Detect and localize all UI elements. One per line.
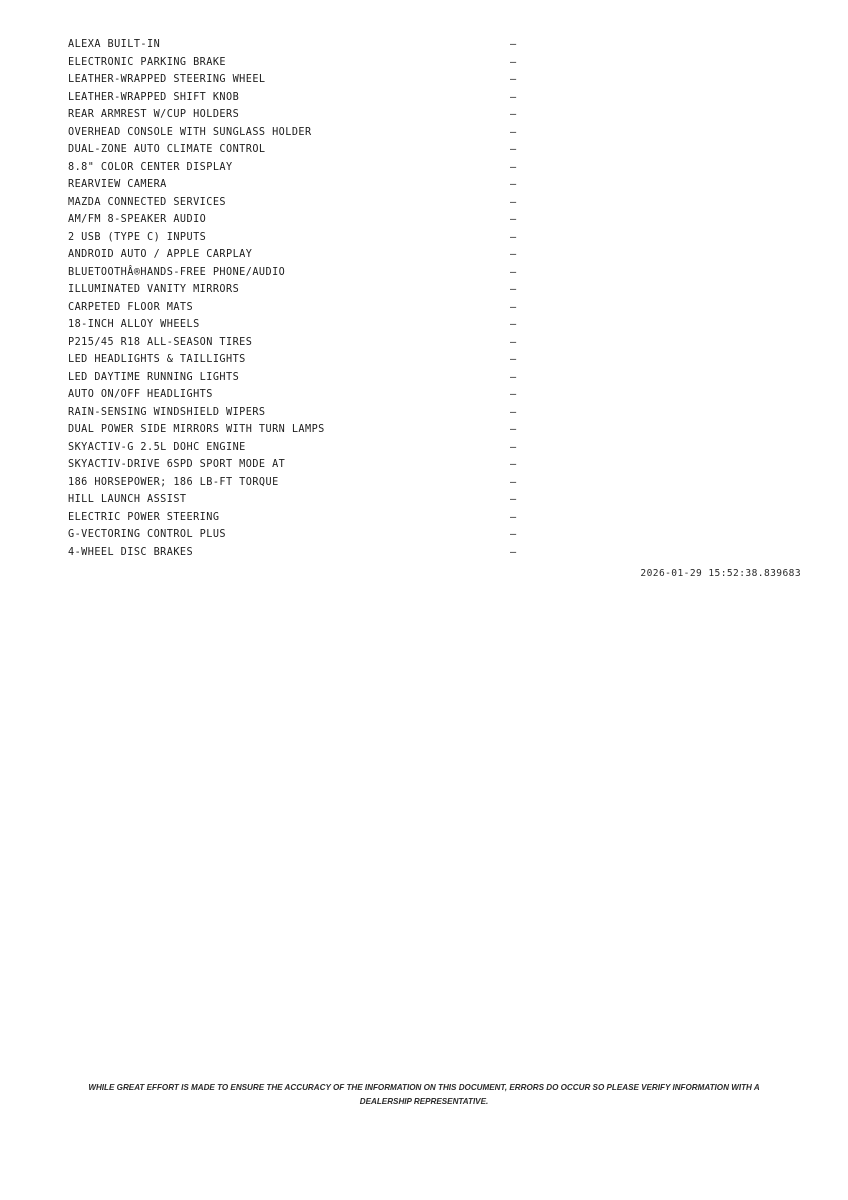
feature-value: — (510, 529, 517, 540)
feature-label: 186 HORSEPOWER; 186 LB-FT TORQUE (68, 476, 279, 488)
feature-value: — (510, 144, 517, 155)
feature-value: — (510, 284, 517, 295)
feature-row (68, 36, 780, 54)
feature-row (68, 54, 780, 72)
feature-row (68, 124, 780, 142)
feature-row (68, 474, 780, 492)
feature-label: HILL LAUNCH ASSIST (68, 494, 187, 505)
feature-label: ELECTRONIC PARKING BRAKE (68, 56, 227, 68)
feature-value: — (510, 266, 517, 278)
feature-label: G-VECTORING CONTROL PLUS (68, 529, 227, 540)
feature-value: — (510, 91, 517, 103)
feature-row (68, 369, 780, 387)
feature-row (68, 194, 780, 212)
feature-label: SKYACTIV-DRIVE 6SPD SPORT MODE AT (68, 459, 286, 470)
feature-row (68, 386, 780, 404)
feature-row (68, 544, 780, 562)
feature-row (68, 229, 780, 247)
feature-row (68, 491, 780, 509)
feature-label: 2 USB (TYPE C) INPUTS (68, 231, 207, 243)
feature-value: — (510, 249, 517, 260)
feature-row (68, 421, 780, 439)
feature-label: 4-WHEEL DISC BRAKES (68, 546, 194, 558)
feature-label: SKYACTIV-G 2.5L DOHC ENGINE (68, 441, 246, 453)
feature-label: RAIN-SENSING WINDSHIELD WIPERS (68, 406, 266, 418)
feature-row (68, 439, 780, 457)
feature-label: LED DAYTIME RUNNING LIGHTS (68, 371, 240, 383)
feature-value: — (510, 336, 517, 348)
document-timestamp: 2026-01-29 15:52:38.839683 (640, 568, 801, 579)
feature-row (68, 334, 780, 352)
vehicle-feature-list (68, 36, 780, 561)
feature-value: — (510, 459, 517, 470)
feature-value: — (510, 56, 517, 68)
feature-value: — (510, 511, 517, 523)
feature-label: DUAL-ZONE AUTO CLIMATE CONTROL (68, 144, 266, 155)
feature-label: LED HEADLIGHTS & TAILLIGHTS (68, 354, 246, 365)
feature-value: — (510, 476, 517, 488)
feature-row (68, 299, 780, 317)
feature-row (68, 316, 780, 334)
feature-value: — (510, 389, 517, 400)
feature-label: 8.8" COLOR CENTER DISPLAY (68, 161, 233, 173)
feature-row (68, 106, 780, 124)
feature-value: — (510, 494, 517, 505)
feature-row (68, 281, 780, 299)
feature-label: DUAL POWER SIDE MIRRORS WITH TURN LAMPS (68, 424, 325, 435)
feature-row (68, 246, 780, 264)
feature-value: — (510, 214, 517, 225)
feature-label: ALEXA BUILT-IN (68, 39, 161, 50)
feature-row (68, 456, 780, 474)
feature-value: — (510, 441, 517, 453)
feature-label: AM/FM 8-SPEAKER AUDIO (68, 214, 207, 225)
feature-value: — (510, 126, 517, 138)
feature-row (68, 264, 780, 282)
feature-value: — (510, 39, 517, 50)
feature-value: — (510, 74, 517, 85)
feature-label: 18-INCH ALLOY WHEELS (68, 319, 200, 330)
feature-value: — (510, 109, 517, 120)
feature-label: OVERHEAD CONSOLE WITH SUNGLASS HOLDER (68, 126, 312, 138)
feature-value: — (510, 354, 517, 365)
feature-value: — (510, 179, 517, 190)
feature-value: — (510, 406, 517, 418)
feature-value: — (510, 196, 517, 208)
feature-label: ELECTRIC POWER STEERING (68, 511, 220, 523)
feature-value: — (510, 231, 517, 243)
feature-value: — (510, 371, 517, 383)
feature-row (68, 159, 780, 177)
accuracy-disclaimer: WHILE GREAT EFFORT IS MADE TO ENSURE THE ACCURACY OF THE INFORMATION ON THIS DOCUMENT, ERRORS DO OCCUR SO PLEASE VERIFY INFORMATION WITH A DEALERSHIP REPRESENTATIVE. (88, 1083, 760, 1106)
feature-label: MAZDA CONNECTED SERVICES (68, 196, 227, 208)
feature-row (68, 526, 780, 544)
feature-value: — (510, 424, 517, 435)
feature-label: LEATHER-WRAPPED STEERING WHEEL (68, 74, 266, 85)
feature-row (68, 509, 780, 527)
feature-label: LEATHER-WRAPPED SHIFT KNOB (68, 91, 240, 103)
feature-label: BLUETOOTHÂ®HANDS-FREE PHONE/AUDIO (68, 266, 286, 278)
feature-row (68, 404, 780, 422)
feature-row (68, 211, 780, 229)
feature-label: REARVIEW CAMERA (68, 179, 167, 190)
feature-label: ANDROID AUTO / APPLE CARPLAY (68, 249, 253, 260)
feature-value: — (510, 301, 517, 313)
feature-label: ILLUMINATED VANITY MIRRORS (68, 284, 240, 295)
feature-value: — (510, 161, 517, 173)
feature-row (68, 176, 780, 194)
feature-value: — (510, 319, 517, 330)
feature-label: REAR ARMREST W/CUP HOLDERS (68, 109, 240, 120)
feature-row (68, 351, 780, 369)
feature-row (68, 71, 780, 89)
feature-value: — (510, 546, 517, 558)
feature-label: CARPETED FLOOR MATS (68, 301, 194, 313)
feature-row (68, 141, 780, 159)
feature-row (68, 89, 780, 107)
feature-label: AUTO ON/OFF HEADLIGHTS (68, 389, 213, 400)
feature-label: P215/45 R18 ALL-SEASON TIRES (68, 336, 253, 348)
